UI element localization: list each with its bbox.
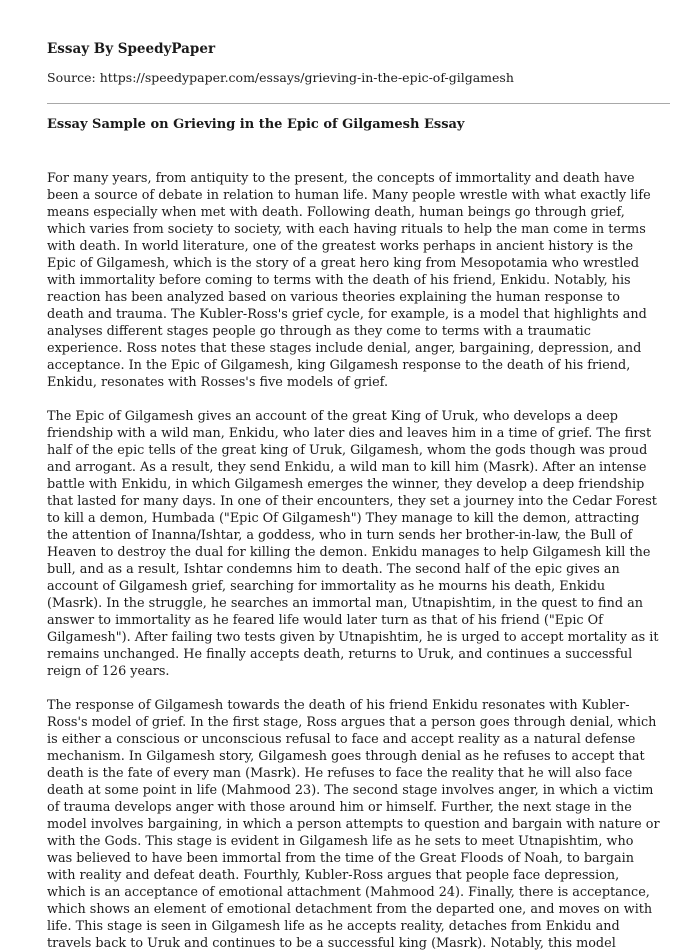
publisher-heading: Essay By SpeedyPaper	[47, 41, 216, 57]
source-line: Source: https://speedypaper.com/essays/grieving-in-the-epic-of-gilgamesh	[47, 70, 514, 85]
essay-paragraph: The Epic of Gilgamesh gives an account of the great King of Uruk, who develops a deep friendship with a wild man, Enkidu, who later dies and leaves him in a time of grief. The first half of the epic tells of the great king of Uruk, Gilgamesh, whom the gods though was proud and arrogant. As a result, they send Enkidu, a wild man to kill him (Masrk). After an intense battle with Enkidu, in which Gilgamesh emerges the winner, they develop a deep friendship that lasted for many days. In one of their encounters, they set a journey into the Cedar Forest to kill a demon, Humbada ("Epic Of Gilgamesh") They manage to kill the demon, attracting the attention of Inanna/Ishtar, a goddess, who in turn sends her brother-in-law, the Bull of Heaven to destroy the dual for killing the demon. Enkidu manages to help Gilgamesh kill the bull, and as a result, Ishtar condemns him to death. The second half of the epic gives an account of Gilgamesh grief, searching for immortality as he mourns his death, Enkidu (Masrk). In the struggle, he searches an immortal man, Utnapishtim, in the quest to find an answer to immortality as he feared life would later turn as that of his friend ("Epic Of Gilgamesh"). After failing two tests given by Utnapishtim, he is urged to accept mortality as it remains unchanged. He finally accepts death, returns to Uruk, and continues a successful reign of 126 years.	[47, 409, 659, 679]
header-divider	[47, 103, 670, 104]
essay-paragraph: The response of Gilgamesh towards the death of his friend Enkidu resonates with Kubler-Ross's model of grief. In the first stage, Ross argues that a person goes through denial, which is either a conscious or unconscious refusal to face and accept reality as a natural defense mechanism. In Gilgamesh story, Gilgamesh goes through denial as he refuses to accept that death is the fate of every man (Masrk). He refuses to face the reality that he will also face death at some point in life (Mahmood 23). The second stage involves anger, in which a victim of trauma develops anger with those around him or himself. Further, the next stage in the model involves bargaining, in which a person attempts to question and bargain with nature or with the Gods. This stage is evident in Gilgamesh life as he sets to meet Utnapishtim, who was believed to have been immortal from the time of the Great Floods of Noah, to bargain with reality and defeat death. Fourthly, Kubler-Ross argues that people face depression, which is an acceptance of emotional attachment (Mahmood 24). Finally, there is acceptance, which shows an element of emotional detachment from the departed one, and moves on with life. This stage is seen in Gilgamesh life as he accepts reality, detaches from Enkidu and travels back to Uruk and continues to be a successful king (Masrk). Notably, this model	[47, 698, 660, 951]
essay-paragraph: For many years, from antiquity to the present, the concepts of immortality and death have been a source of debate in relation to human life. Many people wrestle with what exactly life means especially when met with death. Following death, human beings go through grief, which varies from society to society, with each having rituals to help the man come in terms with death. In world literature, one of the greatest works perhaps in ancient history is the Epic of Gilgamesh, which is the story of a great hero king from Mesopotamia who wrestled with immortality before coming to terms with the death of his friend, Enkidu. Notably, his reaction has been analyzed based on various theories explaining the human response to death and trauma. The Kubler-Ross's grief cycle, for example, is a model that highlights and analyses different stages people go through as they come to terms with a traumatic experience. Ross notes that these stages include denial, anger, bargaining, depression, and acceptance. In the Epic of Gilgamesh, king Gilgamesh response to the death of his friend, Enkidu, resonates with Rosses's five models of grief.	[47, 171, 651, 390]
essay-title: Essay Sample on Grieving in the Epic of Gilgamesh Essay	[47, 117, 465, 132]
